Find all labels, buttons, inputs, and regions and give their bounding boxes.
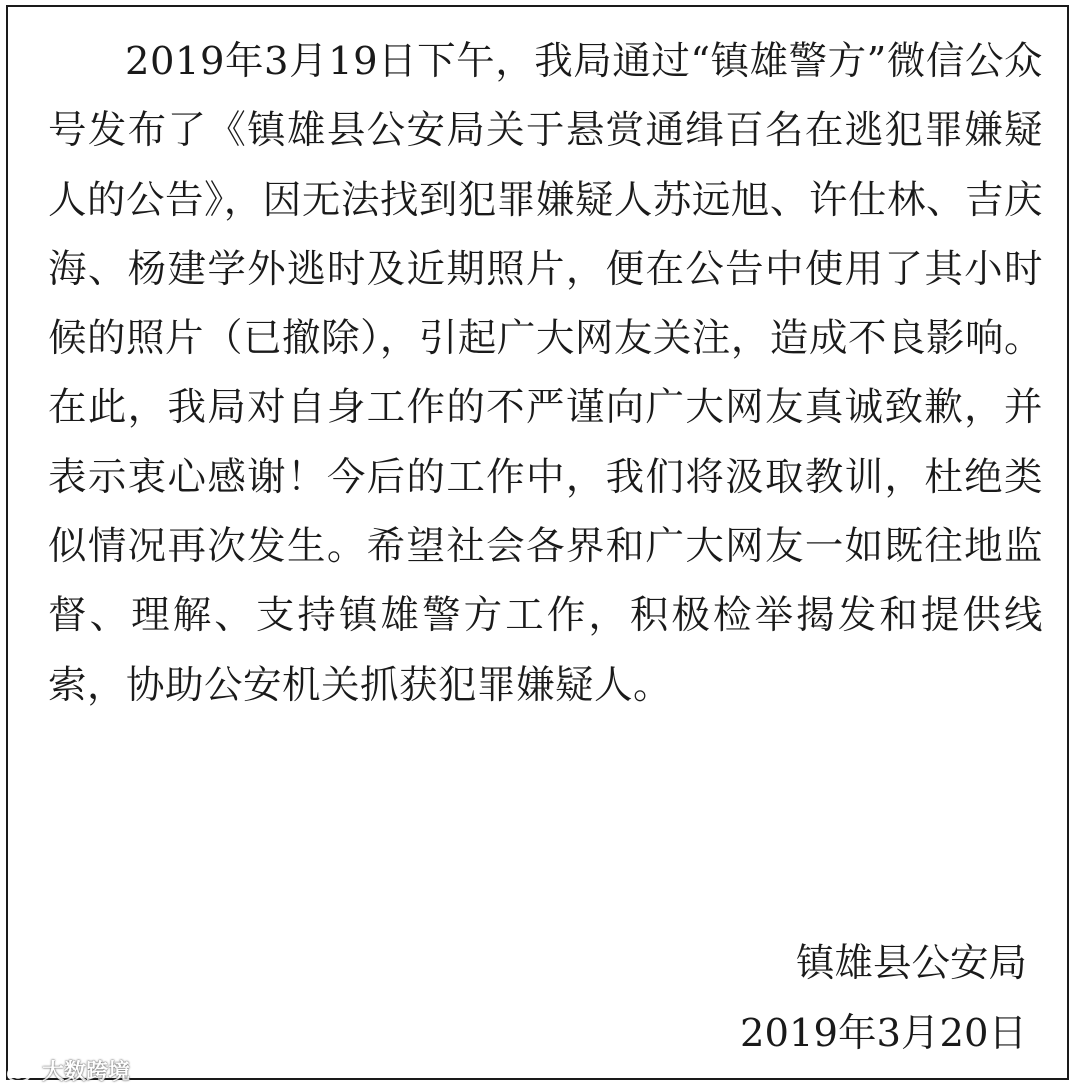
notice-frame (6, 5, 1069, 1080)
watermark-text: 大数跨境 (42, 1060, 131, 1085)
watermark (6, 1055, 130, 1086)
weibo-logo-icon (6, 1059, 36, 1083)
notice-signature-block (740, 929, 1027, 1069)
notice-body: 2019年3月19日下午，我局通过“镇雄警方”微信公众号发布了《镇雄县公安局关于悬赏通缉百名在逃犯罪嫌疑人的公告》，因无法找到犯罪嫌疑人苏远旭、许仕林、吉庆海、杨建学外逃时及近期照片，便在公告中使用了其小时候的照片（已撤除），引起广大网友关注，造成不良影响。在此，我局对自身工作的不严谨向广大网友真诚致歉，并表示衷心感谢！今后的工作中，我们将汲取教训，杜绝类似情况再次发生。希望社会各界和广大网友一如既往地监督、理解、支持镇雄警方工作，积极检举揭发和提供线索，协助公安机关抓获犯罪嫌疑人。 (48, 39, 1043, 708)
issue-date: 2019年3月20日 (740, 1011, 1027, 1056)
issuer-name: 镇雄县公安局 (795, 941, 1027, 986)
